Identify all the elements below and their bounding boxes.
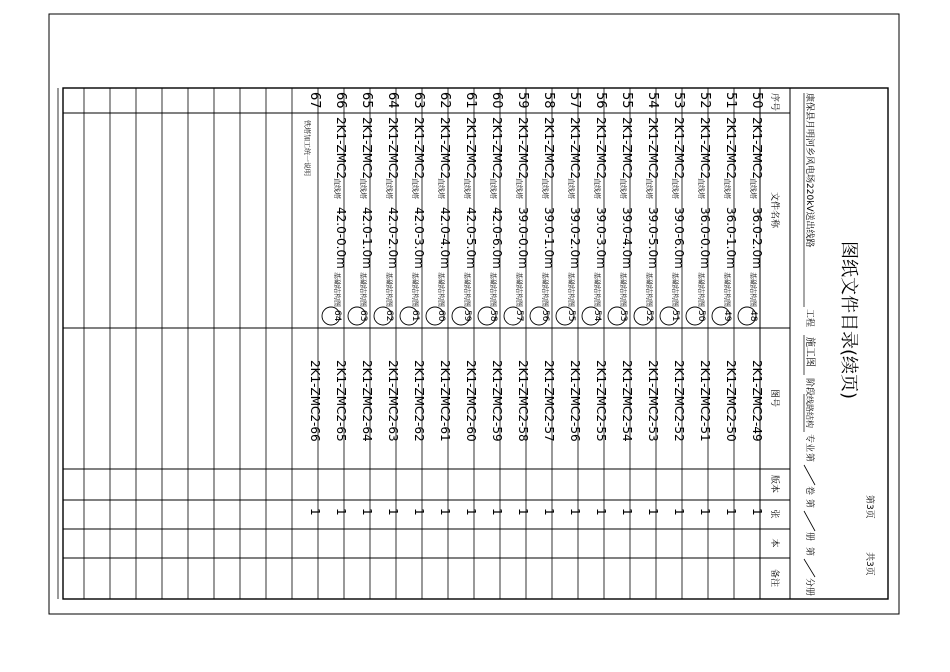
header-seq: 序号 bbox=[769, 93, 779, 112]
row-drawing-no: 2K1-ZMC2-62 bbox=[412, 360, 426, 442]
row-sheets: 1 bbox=[516, 508, 530, 516]
volume-slash-3 bbox=[804, 559, 815, 577]
volume-juan: 卷 bbox=[804, 486, 814, 496]
volume-slash-2 bbox=[804, 511, 815, 531]
row-name-main: 2K1-ZMC2 bbox=[594, 117, 608, 180]
row-name-note: 铁塔加工统一说明 bbox=[303, 120, 311, 176]
row-drawing-no: 2K1-ZMC2-54 bbox=[620, 360, 634, 442]
row-name-height: 42.0-5.0m bbox=[464, 207, 478, 269]
row-name-sub: 基础结构图 bbox=[515, 272, 523, 307]
row-name-height: 42.0-1.0m bbox=[360, 207, 374, 269]
sheet-number: 64 bbox=[332, 310, 342, 322]
project-discipline: 线路结构 bbox=[805, 396, 814, 428]
row-seq: 59 bbox=[515, 92, 530, 109]
row-name-sub: 直线塔 bbox=[723, 178, 731, 199]
row-drawing-no: 2K1-ZMC2-56 bbox=[568, 360, 582, 442]
sheet-number: 53 bbox=[618, 310, 628, 322]
row-name-main: 2K1-ZMC2 bbox=[620, 117, 634, 180]
row-name-sub: 直线塔 bbox=[697, 178, 705, 199]
row-sheets: 1 bbox=[386, 508, 400, 516]
row-seq: 64 bbox=[385, 92, 400, 109]
project-name: 康保县月明河乡风电场220kV送出线路 bbox=[804, 93, 814, 248]
row-sheets: 1 bbox=[620, 508, 634, 516]
row-name-main: 2K1-ZMC2 bbox=[646, 117, 660, 180]
row-sheets: 1 bbox=[646, 508, 660, 516]
sheet-number: 57 bbox=[514, 310, 524, 322]
row-name-height: 39.0-1.0m bbox=[542, 207, 556, 269]
row-name-main: 2K1-ZMC2 bbox=[386, 117, 400, 180]
row-seq: 65 bbox=[359, 92, 374, 109]
engineering-label: 工程 bbox=[804, 309, 814, 328]
row-drawing-no: 2K1-ZMC2-52 bbox=[672, 360, 686, 442]
row-drawing-no: 2K1-ZMC2-60 bbox=[464, 360, 478, 442]
row-drawing-no: 2K1-ZMC2-49 bbox=[750, 360, 764, 442]
row-name-sub: 直线塔 bbox=[619, 178, 627, 199]
row-name-sub: 直线塔 bbox=[593, 178, 601, 199]
row-seq: 58 bbox=[541, 92, 556, 109]
volume-fence: 分册 bbox=[804, 578, 814, 597]
row-name-sub: 直线塔 bbox=[515, 178, 523, 199]
row-name-main: 2K1-ZMC2 bbox=[750, 117, 764, 180]
row-name-sub: 基础结构图 bbox=[645, 272, 653, 307]
page-title: 图纸文件目录(续页) bbox=[838, 240, 859, 400]
row-seq: 50 bbox=[749, 92, 764, 109]
row-name-height: 42.0-0.0m bbox=[334, 207, 348, 269]
row-drawing-no: 2K1-ZMC2-53 bbox=[646, 360, 660, 442]
row-name-main: 2K1-ZMC2 bbox=[542, 117, 556, 180]
row-sheets: 1 bbox=[334, 508, 348, 516]
header-remarks: 备注 bbox=[769, 568, 779, 588]
row-drawing-no: 2K1-ZMC2-64 bbox=[360, 360, 374, 442]
row-sheets: 1 bbox=[594, 508, 608, 516]
row-name-main: 2K1-ZMC2 bbox=[334, 117, 348, 180]
header-sheets: 张 bbox=[769, 509, 779, 519]
row-name-sub: 基础结构图 bbox=[697, 272, 705, 307]
project-stage: 施工图 bbox=[804, 337, 815, 367]
sheet-number: 49 bbox=[722, 310, 732, 322]
row-name-sub: 基础结构图 bbox=[411, 272, 419, 307]
row-sheets: 1 bbox=[360, 508, 374, 516]
row-drawing-no: 2K1-ZMC2-55 bbox=[594, 360, 608, 442]
row-name-main: 2K1-ZMC2 bbox=[672, 117, 686, 180]
row-seq: 67 bbox=[307, 92, 322, 109]
sheet-number: 58 bbox=[488, 310, 498, 322]
row-name-main: 2K1-ZMC2 bbox=[516, 117, 530, 180]
row-name-sub: 基础结构图 bbox=[723, 272, 731, 307]
row-sheets: 1 bbox=[672, 508, 686, 516]
row-name-height: 36.0-0.0m bbox=[698, 207, 712, 269]
row-name-sub: 基础结构图 bbox=[333, 272, 341, 307]
row-name-sub: 直线塔 bbox=[463, 178, 471, 199]
row-name-main: 2K1-ZMC2 bbox=[438, 117, 452, 180]
row-name-height: 36.0-2.0m bbox=[750, 207, 764, 269]
row-sheets: 1 bbox=[542, 508, 556, 516]
sheet-number: 51 bbox=[670, 310, 680, 322]
row-name-height: 42.0-2.0m bbox=[386, 207, 400, 269]
row-name-sub: 直线塔 bbox=[749, 178, 757, 199]
sheet-number: 48 bbox=[748, 310, 758, 322]
row-drawing-no: 2K1-ZMC2-57 bbox=[542, 360, 556, 442]
project-line bbox=[804, 93, 816, 596]
row-name-sub: 直线塔 bbox=[359, 178, 367, 199]
row-drawing-no: 2K1-ZMC2-50 bbox=[724, 360, 738, 442]
row-name-height: 39.0-5.0m bbox=[646, 207, 660, 269]
row-name-sub: 直线塔 bbox=[437, 178, 445, 199]
row-sheets: 1 bbox=[464, 508, 478, 516]
sheet-number: 54 bbox=[592, 310, 602, 322]
row-name-height: 39.0-6.0m bbox=[672, 207, 686, 269]
row-name-sub: 直线塔 bbox=[333, 178, 341, 199]
row-name-height: 39.0-2.0m bbox=[568, 207, 582, 269]
header-name: 文件名称 bbox=[769, 191, 779, 229]
row-sheets: 1 bbox=[438, 508, 452, 516]
row-seq: 56 bbox=[593, 92, 608, 109]
row-seq: 53 bbox=[671, 92, 686, 109]
row-sheets: 1 bbox=[750, 508, 764, 516]
row-sheets: 1 bbox=[412, 508, 426, 516]
row-drawing-no: 2K1-ZMC2-51 bbox=[698, 360, 712, 442]
row-name-sub: 基础结构图 bbox=[619, 272, 627, 307]
stage-label: 阶段 bbox=[804, 378, 814, 397]
row-seq: 54 bbox=[645, 92, 660, 109]
row-name-main: 2K1-ZMC2 bbox=[698, 117, 712, 180]
row-name-height: 39.0-0.0m bbox=[516, 207, 530, 269]
row-seq: 62 bbox=[437, 92, 452, 109]
row-drawing-no: 2K1-ZMC2-58 bbox=[516, 360, 530, 442]
row-sheets: 1 bbox=[698, 508, 712, 516]
volume-di-1: 第 bbox=[804, 453, 814, 463]
volume-di-3: 第 bbox=[804, 547, 814, 557]
row-name-sub: 基础结构图 bbox=[749, 272, 757, 307]
row-name-sub: 基础结构图 bbox=[463, 272, 471, 307]
row-seq: 60 bbox=[489, 92, 504, 109]
row-sheets: 1 bbox=[308, 508, 322, 516]
row-seq: 63 bbox=[411, 92, 426, 109]
row-name-height: 42.0-4.0m bbox=[438, 207, 452, 269]
row-name-sub: 直线塔 bbox=[671, 178, 679, 199]
row-name-sub: 基础结构图 bbox=[385, 272, 393, 307]
sheet-number: 52 bbox=[644, 310, 654, 322]
row-name-height: 42.0-6.0m bbox=[490, 207, 504, 269]
row-name-main: 2K1-ZMC2 bbox=[360, 117, 374, 180]
row-name-sub: 直线塔 bbox=[489, 178, 497, 199]
row-seq: 61 bbox=[463, 92, 478, 109]
volume-ce: 册 bbox=[804, 532, 814, 542]
row-seq: 52 bbox=[697, 92, 712, 109]
table-row bbox=[318, 88, 348, 599]
table-row bbox=[292, 88, 322, 599]
header-version: 版本 bbox=[769, 474, 779, 494]
row-name-main: 2K1-ZMC2 bbox=[724, 117, 738, 180]
row-name-height: 39.0-4.0m bbox=[620, 207, 634, 269]
row-name-sub: 基础结构图 bbox=[567, 272, 575, 307]
volume-di-2: 第 bbox=[804, 499, 814, 509]
sheet-number: 50 bbox=[696, 310, 706, 322]
row-drawing-no: 2K1-ZMC2-65 bbox=[334, 360, 348, 442]
row-name-main: 2K1-ZMC2 bbox=[568, 117, 582, 180]
sheet-number: 59 bbox=[462, 310, 472, 322]
row-sheets: 1 bbox=[568, 508, 582, 516]
row-drawing-no: 2K1-ZMC2-63 bbox=[386, 360, 400, 442]
row-name-height: 42.0-3.0m bbox=[412, 207, 426, 269]
row-name-sub: 直线塔 bbox=[541, 178, 549, 199]
table-body bbox=[58, 88, 764, 599]
discipline-label: 专业 bbox=[804, 434, 814, 453]
row-name-sub: 直线塔 bbox=[567, 178, 575, 199]
page-total: 共3页 bbox=[864, 552, 874, 576]
row-name-sub: 基础结构图 bbox=[671, 272, 679, 307]
row-drawing-no: 2K1-ZMC2-59 bbox=[490, 360, 504, 442]
sheet-number: 63 bbox=[358, 310, 368, 322]
page-current: 第3页 bbox=[864, 495, 874, 519]
row-name-sub: 直线塔 bbox=[385, 178, 393, 199]
row-sheets: 1 bbox=[724, 508, 738, 516]
row-seq: 55 bbox=[619, 92, 634, 109]
row-drawing-no: 2K1-ZMC2-66 bbox=[308, 360, 322, 442]
row-seq: 51 bbox=[723, 92, 738, 109]
row-name-sub: 直线塔 bbox=[411, 178, 419, 199]
row-name-sub: 基础结构图 bbox=[541, 272, 549, 307]
header-drawing-no: 图号 bbox=[769, 388, 779, 408]
row-name-sub: 基础结构图 bbox=[359, 272, 367, 307]
sheet-number: 55 bbox=[566, 310, 576, 322]
header-copies: 本 bbox=[769, 538, 779, 548]
row-name-main: 2K1-ZMC2 bbox=[412, 117, 426, 180]
row-name-height: 36.0-1.0m bbox=[724, 207, 738, 269]
sheet-number: 56 bbox=[540, 310, 550, 322]
sheet-number: 60 bbox=[436, 310, 446, 322]
row-name-height: 39.0-3.0m bbox=[594, 207, 608, 269]
row-seq: 57 bbox=[567, 92, 582, 109]
row-name-sub: 基础结构图 bbox=[593, 272, 601, 307]
row-name-sub: 基础结构图 bbox=[437, 272, 445, 307]
sheet-number: 61 bbox=[410, 310, 420, 322]
row-name-main: 2K1-ZMC2 bbox=[464, 117, 478, 180]
row-name-sub: 基础结构图 bbox=[489, 272, 497, 307]
row-seq: 66 bbox=[333, 92, 348, 109]
row-drawing-no: 2K1-ZMC2-61 bbox=[438, 360, 452, 442]
volume-slash-1 bbox=[804, 465, 815, 485]
sheet-number: 62 bbox=[384, 310, 394, 322]
row-sheets: 1 bbox=[490, 508, 504, 516]
row-name-main: 2K1-ZMC2 bbox=[490, 117, 504, 180]
row-name-sub: 直线塔 bbox=[645, 178, 653, 199]
